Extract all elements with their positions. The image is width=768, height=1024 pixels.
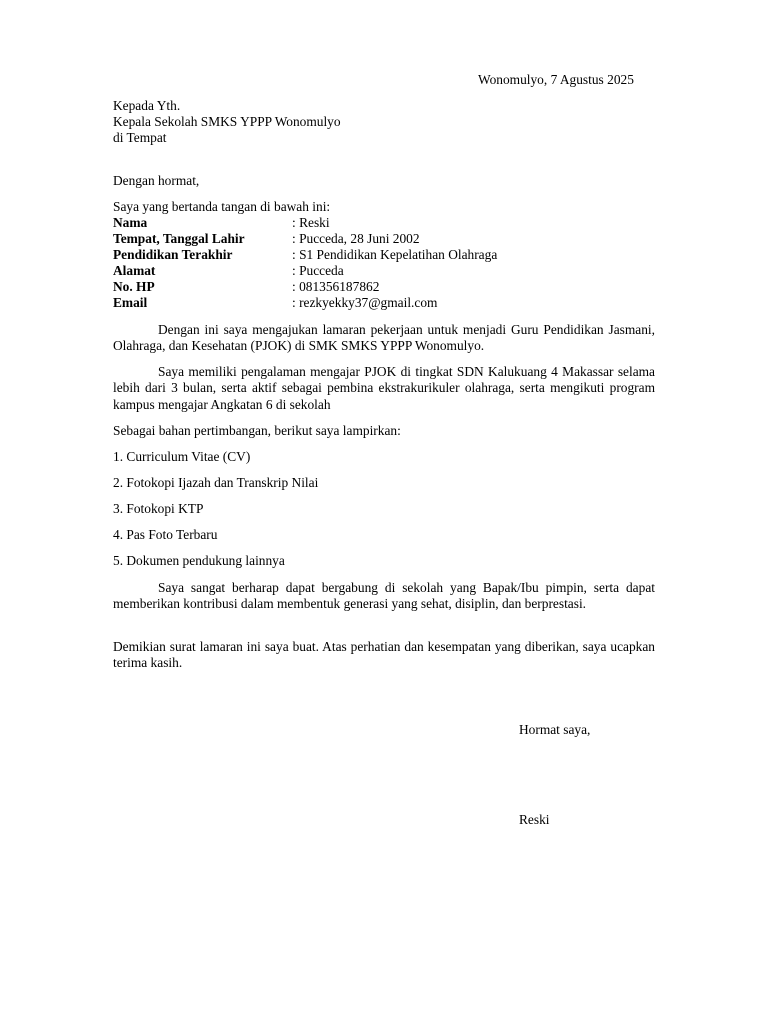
attachment-item-cv: 1. Curriculum Vitae (CV)	[113, 449, 251, 464]
identity-value-birth: : Pucceda, 28 Juni 2002	[292, 231, 420, 246]
recipient-line-2: Kepala Sekolah SMKS YPPP Wonomulyo	[113, 114, 341, 129]
attachment-item-ktp: 3. Fotokopi KTP	[113, 501, 204, 516]
identity-value-phone: : 081356187862	[292, 279, 380, 294]
identity-label-email: Email	[113, 295, 148, 310]
identity-label-phone: No. HP	[113, 279, 155, 294]
recipient-line-1: Kepada Yth.	[113, 98, 181, 113]
attachment-item-ijazah: 2. Fotokopi Ijazah dan Transkrip Nilai	[113, 475, 319, 490]
attachment-item-photo: 4. Pas Foto Terbaru	[113, 527, 218, 542]
identity-label-name: Nama	[113, 215, 148, 230]
identity-value-education: : S1 Pendidikan Kepelatihan Olahraga	[292, 247, 498, 262]
closing-salutation: Hormat saya,	[519, 722, 591, 737]
paragraph-closing: Demikian surat lamaran ini saya buat. Atas perhatian dan kesempatan yang diberikan, saya ucapkan terima kasih.	[113, 639, 655, 671]
attachment-item-other: 5. Dokumen pendukung lainnya	[113, 553, 285, 568]
attachments-intro: Sebagai bahan pertimbangan, berikut saya lampirkan:	[113, 423, 401, 438]
intro-text: Saya yang bertanda tangan di bawah ini:	[113, 199, 331, 214]
identity-value-name: : Reski	[292, 215, 330, 230]
greeting: Dengan hormat,	[113, 173, 200, 188]
identity-label-birth: Tempat, Tanggal Lahir	[113, 231, 245, 246]
paragraph-hope: Saya sangat berharap dapat bergabung di sekolah yang Bapak/Ibu pimpin, serta dapat memberikan kontribusi dalam membentuk generasi yang sehat, disiplin, dan berprestasi.	[113, 580, 655, 612]
signer-name: Reski	[519, 812, 550, 827]
identity-value-email: : rezkyekky37@gmail.com	[292, 295, 438, 310]
identity-label-education: Pendidikan Terakhir	[113, 247, 233, 262]
paragraph-experience: Saya memiliki pengalaman mengajar PJOK di tingkat SDN Kalukuang 4 Makassar selama lebih dari 3 bulan, serta aktif sebagai pembina ekstrakurikuler olahraga, serta mengikuti program kampus mengajar Angkatan 6 di sekolah	[113, 364, 655, 412]
paragraph-application: Dengan ini saya mengajukan lamaran pekerjaan untuk menjadi Guru Pendidikan Jasmani, Olahraga, dan Kesehatan (PJOK) di SMK SMKS YPPP Wonomulyo.	[113, 322, 655, 354]
identity-label-address: Alamat	[113, 263, 156, 278]
identity-value-address: : Pucceda	[292, 263, 344, 278]
letter-date: Wonomulyo, 7 Agustus 2025	[478, 72, 634, 87]
recipient-line-3: di Tempat	[113, 130, 167, 145]
